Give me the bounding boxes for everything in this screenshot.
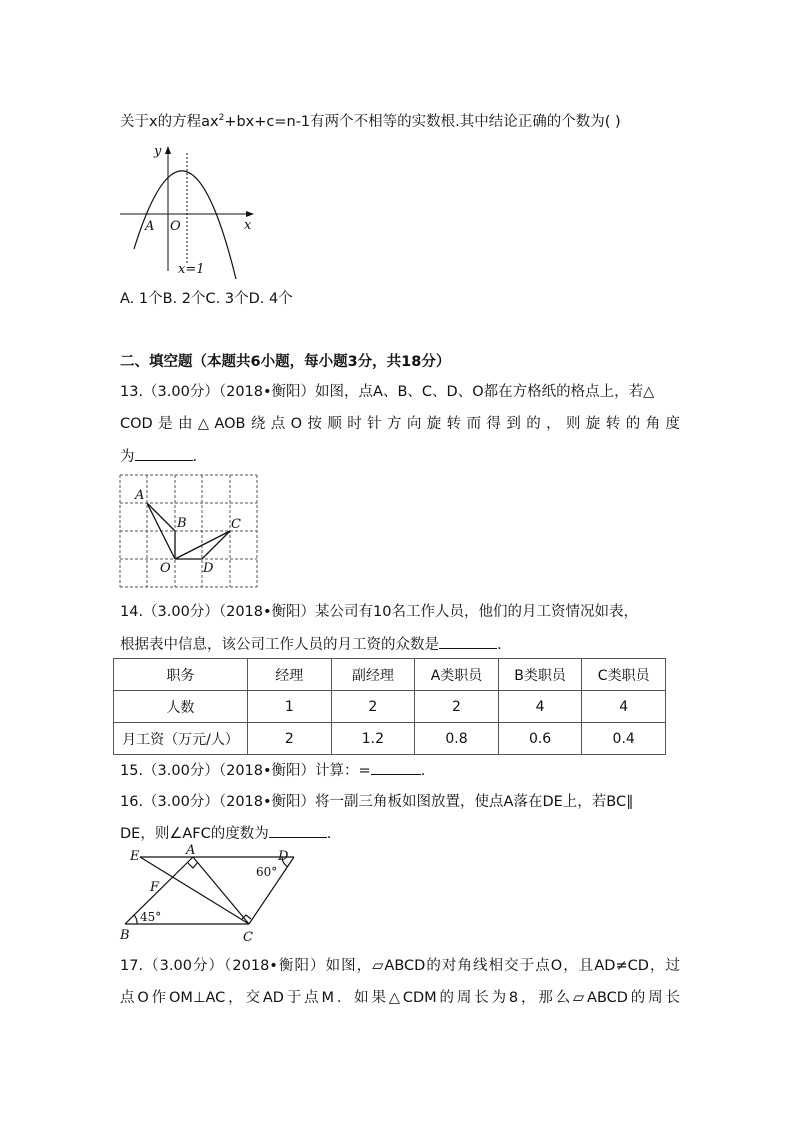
q12-options: A. 1个B. 2个C. 3个D. 4个 bbox=[120, 291, 293, 307]
table-cell: B类职员 bbox=[498, 659, 582, 691]
table-cell: 副经理 bbox=[331, 659, 415, 691]
answer-blank[interactable] bbox=[371, 760, 421, 775]
label-f: F bbox=[150, 880, 160, 895]
q14-line1: 14.（3.00分）（2018•衡阳）某公司有10名工作人员，他们的月工资情况如表， bbox=[120, 604, 638, 620]
section-title: 二、填空题（本题共6小题，每小题3分，共18分） bbox=[120, 354, 451, 370]
answer-blank[interactable] bbox=[439, 634, 497, 649]
q15-line: 15.（3.00分）（2018•衡阳）计算：= . bbox=[120, 760, 680, 781]
table-cell: 0.4 bbox=[582, 723, 666, 755]
y-axis-label: y bbox=[154, 144, 162, 159]
q12-stem: 关于x的方程$ax^2+bx+c=n-1$有两个不相等的实数根.其中结论正确的个数为( ) bbox=[120, 113, 621, 130]
table-cell: A类职员 bbox=[415, 659, 499, 691]
label-a: A bbox=[135, 488, 145, 503]
table-cell: 4 bbox=[582, 691, 666, 723]
q17-line2: 点O作OM⊥AC，交AD于点M．如果△CDM的周长为8，那么▱ABCD的周长 bbox=[120, 990, 680, 1006]
table-cell: 经理 bbox=[248, 659, 332, 691]
table-cell: 1.2 bbox=[331, 723, 415, 755]
triangle-set-figure bbox=[118, 843, 308, 946]
q13-line3: 为 . bbox=[120, 446, 680, 467]
symmetry-axis-label: x=1 bbox=[178, 262, 205, 277]
salary-table bbox=[113, 658, 666, 755]
q17-line1: 17.（3.00分）（2018•衡阳）如图，▱ABCD的对角线相交于点O，且AD≠CD，过 bbox=[120, 958, 680, 974]
parabola-graph bbox=[118, 143, 258, 278]
table-cell: 2 bbox=[415, 691, 499, 723]
table-cell: 2 bbox=[248, 723, 332, 755]
table-row bbox=[114, 691, 666, 723]
table-cell: 0.6 bbox=[498, 723, 582, 755]
point-a-label: A bbox=[145, 219, 155, 234]
label-c: C bbox=[231, 517, 241, 532]
angle-60-label: 60° bbox=[256, 865, 278, 879]
table-cell: C类职员 bbox=[582, 659, 666, 691]
table-cell: 0.8 bbox=[415, 723, 499, 755]
label-b: B bbox=[120, 928, 130, 943]
table-cell: 月工资（万元/人） bbox=[114, 723, 248, 755]
label-d: D bbox=[203, 561, 214, 576]
table-row bbox=[114, 659, 666, 691]
grid-rotation-figure bbox=[120, 474, 260, 590]
table-cell: 4 bbox=[498, 691, 582, 723]
x-axis-label: x bbox=[244, 218, 252, 233]
q16-line1: 16.（3.00分）（2018•衡阳）将一副三角板如图放置，使点A落在DE上，若BC∥ bbox=[120, 794, 634, 810]
origin-label: O bbox=[170, 219, 181, 234]
table-cell: 职务 bbox=[114, 659, 248, 691]
table-cell: 1 bbox=[248, 691, 332, 723]
q13-line2: COD是由△AOB绕点O按顺时针方向旋转而得到的，则旋转的角度 bbox=[120, 416, 680, 432]
angle-45-label: 45° bbox=[140, 910, 162, 924]
q13-line1: 13.（3.00分）（2018•衡阳）如图，点A、B、C、D、O都在方格纸的格点上，若△ bbox=[120, 384, 655, 400]
q16-line2: DE，则∠AFC的度数为 . bbox=[120, 823, 680, 844]
table-cell: 2 bbox=[331, 691, 415, 723]
label-c: C bbox=[243, 930, 253, 945]
label-a: A bbox=[186, 843, 196, 858]
label-d: D bbox=[278, 849, 289, 864]
table-cell: 人数 bbox=[114, 691, 248, 723]
answer-blank[interactable] bbox=[135, 446, 193, 461]
label-e: E bbox=[130, 849, 140, 864]
label-b: B bbox=[177, 516, 187, 531]
answer-blank[interactable] bbox=[269, 823, 327, 838]
table-row bbox=[114, 723, 666, 755]
q14-line2: 根据表中信息，该公司工作人员的月工资的众数是 . bbox=[120, 634, 680, 655]
label-o: O bbox=[160, 561, 171, 576]
